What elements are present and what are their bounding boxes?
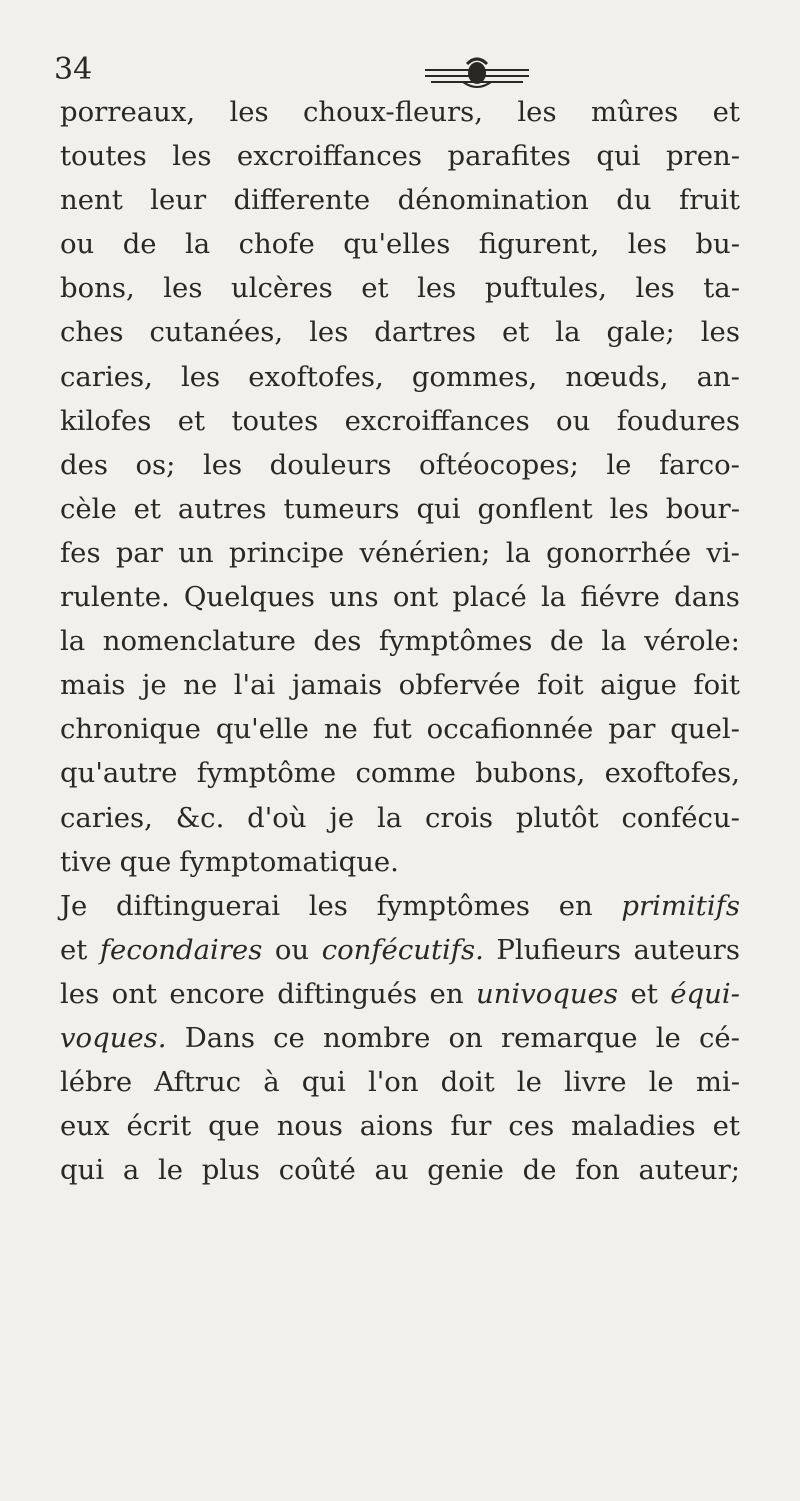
word: à	[263, 1066, 280, 1099]
word: de	[522, 1154, 557, 1187]
word: tumeurs	[283, 492, 400, 525]
word: qu'elle	[215, 713, 309, 746]
word: les	[627, 228, 667, 261]
word: mais	[60, 669, 126, 702]
word: exoftofes,	[604, 757, 740, 790]
word: d'où	[247, 801, 307, 834]
word: cutanées,	[149, 316, 284, 349]
text-line	[60, 707, 740, 751]
body-text	[60, 90, 740, 1192]
word: ou	[556, 404, 591, 437]
word: ulcères	[230, 272, 333, 305]
printer-ornament-icon	[421, 56, 533, 90]
word: oftéocopes;	[419, 448, 579, 481]
word: fymptomatique.	[179, 845, 399, 878]
word: an-	[696, 360, 740, 393]
word: que	[208, 1110, 260, 1143]
word: Dans	[184, 1021, 255, 1054]
word: et	[60, 933, 88, 966]
word: ta-	[703, 272, 740, 305]
word: Quelques	[183, 581, 315, 614]
word: bu-	[695, 228, 740, 261]
word: ne	[323, 713, 358, 746]
text-line	[60, 619, 740, 663]
text-line	[60, 1148, 740, 1192]
word: dartres	[374, 316, 477, 349]
word: jamais	[291, 669, 383, 702]
word: le	[648, 1066, 674, 1099]
word: les	[309, 316, 349, 349]
word: tive	[60, 845, 112, 878]
word: gale;	[606, 316, 675, 349]
word: Aftruc	[154, 1066, 242, 1099]
word: les	[517, 96, 557, 128]
word: a	[122, 1154, 140, 1187]
text-line	[60, 884, 740, 928]
word: Je	[60, 889, 88, 922]
word: encore	[169, 977, 265, 1010]
word: au	[374, 1154, 409, 1187]
word: et	[501, 316, 530, 349]
word: qui	[301, 1066, 346, 1099]
text-line	[60, 663, 740, 707]
text-line	[60, 751, 740, 795]
word: la	[505, 536, 531, 569]
word: toutes	[231, 404, 319, 437]
word: ont	[392, 581, 439, 614]
word: voques.	[60, 1021, 167, 1054]
word: et	[177, 404, 206, 437]
word: et	[133, 492, 161, 525]
word: remarque	[500, 1021, 638, 1054]
word: fecondaires	[99, 933, 263, 966]
word: coûté	[278, 1154, 356, 1187]
word: la	[185, 228, 211, 261]
word: vi-	[706, 536, 740, 569]
text-line	[60, 355, 740, 399]
page-header	[54, 50, 746, 90]
word: auteur;	[638, 1154, 740, 1187]
text-line	[60, 796, 740, 840]
word: foit	[537, 669, 584, 702]
word: toutes	[60, 140, 147, 173]
text-line	[60, 1016, 740, 1060]
word: leur	[150, 184, 207, 217]
page-number: 34	[54, 52, 93, 87]
word: ont	[111, 977, 157, 1010]
word: la	[540, 581, 567, 614]
text-line	[60, 310, 740, 354]
text-line	[60, 531, 740, 575]
word: genie	[427, 1154, 504, 1187]
word: farco-	[658, 448, 740, 481]
word: et	[712, 1110, 740, 1143]
word: fymptômes	[378, 625, 533, 658]
word: plutôt	[515, 801, 599, 834]
word: écrit	[126, 1110, 192, 1143]
text-line	[60, 1104, 740, 1148]
word: auteurs	[633, 933, 740, 966]
word: le	[606, 448, 632, 481]
word: obfervée	[398, 669, 521, 702]
word: les	[700, 316, 740, 349]
word: gonorrhée	[546, 536, 692, 569]
word: bubons,	[475, 757, 586, 790]
word: de	[549, 625, 584, 658]
word: la	[601, 625, 627, 658]
word: ces	[508, 1110, 555, 1143]
word: la	[555, 316, 581, 349]
word: doit	[440, 1066, 495, 1099]
word: bour-	[665, 492, 740, 525]
word: équi-	[670, 977, 740, 1010]
word: je	[329, 801, 355, 834]
word: mûres	[590, 96, 679, 128]
word: le	[655, 1021, 681, 1054]
word: qui	[60, 1154, 105, 1187]
word: cèle	[60, 492, 117, 525]
word: ou	[60, 228, 95, 261]
word: on	[448, 1021, 483, 1054]
word: principe	[228, 536, 345, 569]
word: diftinguerai	[115, 889, 281, 922]
text-line	[60, 928, 740, 972]
word: les	[172, 140, 212, 173]
text-line	[60, 840, 740, 884]
text-line	[60, 972, 740, 1016]
word: diftingués	[277, 977, 418, 1010]
word: fiévre	[580, 581, 660, 614]
word: nomenclature	[102, 625, 296, 658]
word: kilofes	[60, 404, 152, 437]
word: comme	[355, 757, 456, 790]
word: l'ai	[233, 669, 276, 702]
word: Plufieurs	[496, 933, 621, 966]
word: chofe	[238, 228, 315, 261]
word: gonflent	[477, 492, 593, 525]
word: fymptôme	[196, 757, 337, 790]
word: caries,	[60, 801, 153, 834]
word: fes	[60, 536, 101, 569]
word: dénomination	[397, 184, 589, 217]
word: les	[229, 96, 269, 128]
word: qui	[596, 140, 641, 173]
word: ne	[183, 669, 218, 702]
word: en	[429, 977, 464, 1010]
word: les	[609, 492, 649, 525]
word: douleurs	[269, 448, 392, 481]
word: excroiffances	[344, 404, 530, 437]
word: un	[178, 536, 214, 569]
word: crois	[425, 801, 494, 834]
word: les	[308, 889, 348, 922]
word: fut	[372, 713, 412, 746]
word: en	[558, 889, 593, 922]
word: aions	[359, 1110, 434, 1143]
word: nœuds,	[565, 360, 669, 393]
text-line	[60, 399, 740, 443]
word: fruit	[679, 184, 740, 217]
word: nous	[276, 1110, 343, 1143]
word: occafionnée	[426, 713, 594, 746]
word: primitifs	[621, 889, 740, 922]
word: les	[202, 448, 243, 481]
word: porreaux,	[60, 96, 196, 128]
word: ou	[274, 933, 310, 966]
word: les	[417, 272, 457, 305]
word: et	[361, 272, 389, 305]
text-line	[60, 443, 740, 487]
word: autres	[177, 492, 267, 525]
text-line	[60, 134, 740, 178]
word: excroiffances	[236, 140, 423, 173]
word: livre	[563, 1066, 627, 1099]
word: ches	[60, 316, 124, 349]
word: quel-	[670, 713, 740, 746]
word: differente	[233, 184, 371, 217]
word: lébre	[60, 1066, 133, 1099]
word: rulente.	[60, 581, 170, 614]
word: fon	[575, 1154, 620, 1187]
word: le	[157, 1154, 184, 1187]
word: que	[119, 845, 172, 878]
word: uns	[329, 581, 379, 614]
word: par	[608, 713, 656, 746]
word: je	[141, 669, 167, 702]
word: confécu-	[621, 801, 740, 834]
word: l'on	[367, 1066, 419, 1099]
word: puftules,	[484, 272, 607, 305]
word: univoques	[476, 977, 619, 1010]
word: eux	[60, 1110, 110, 1143]
word: la	[377, 801, 403, 834]
word: les	[163, 272, 203, 305]
text-line	[60, 178, 740, 222]
word: dans	[674, 581, 740, 614]
word: aigue	[600, 669, 677, 702]
word: les	[60, 977, 100, 1010]
word: par	[115, 536, 163, 569]
word: mi-	[695, 1066, 740, 1099]
word: les	[635, 272, 675, 305]
text-line	[60, 266, 740, 310]
word: caries,	[60, 360, 153, 393]
word: nent	[60, 184, 123, 217]
word: gommes,	[411, 360, 538, 393]
word: &c.	[175, 801, 225, 834]
word: plus	[201, 1154, 260, 1187]
text-line	[60, 1060, 740, 1104]
word: os;	[135, 448, 176, 481]
word: ce	[273, 1021, 305, 1054]
word: fymptômes	[376, 889, 531, 922]
word: la	[60, 625, 86, 658]
word: foit	[693, 669, 740, 702]
word: vénérien;	[359, 536, 491, 569]
word: vérole:	[644, 625, 740, 658]
word: figurent,	[478, 228, 600, 261]
word: le	[516, 1066, 542, 1099]
word: choux-fleurs,	[303, 96, 484, 128]
word: et	[630, 977, 658, 1010]
text-line	[60, 487, 740, 531]
word: qu'autre	[60, 757, 178, 790]
text-line	[60, 90, 740, 134]
word: maladies	[571, 1110, 696, 1143]
word: les	[180, 360, 221, 393]
word: qu'elles	[343, 228, 451, 261]
text-line	[60, 575, 740, 619]
word: placé	[452, 581, 527, 614]
word: foudures	[616, 404, 740, 437]
word: exoftofes,	[248, 360, 384, 393]
word: et	[712, 96, 740, 128]
word: fur	[450, 1110, 492, 1143]
word: du	[616, 184, 652, 217]
word: pren-	[665, 140, 740, 173]
word: nombre	[322, 1021, 431, 1054]
word: confécutifs.	[321, 933, 484, 966]
word: bons,	[60, 272, 135, 305]
word: cé-	[698, 1021, 740, 1054]
text-line	[60, 222, 740, 266]
word: qui	[416, 492, 461, 525]
word: des	[313, 625, 362, 658]
word: parafites	[447, 140, 571, 173]
word: des	[60, 448, 108, 481]
word: chronique	[60, 713, 201, 746]
word: de	[122, 228, 157, 261]
